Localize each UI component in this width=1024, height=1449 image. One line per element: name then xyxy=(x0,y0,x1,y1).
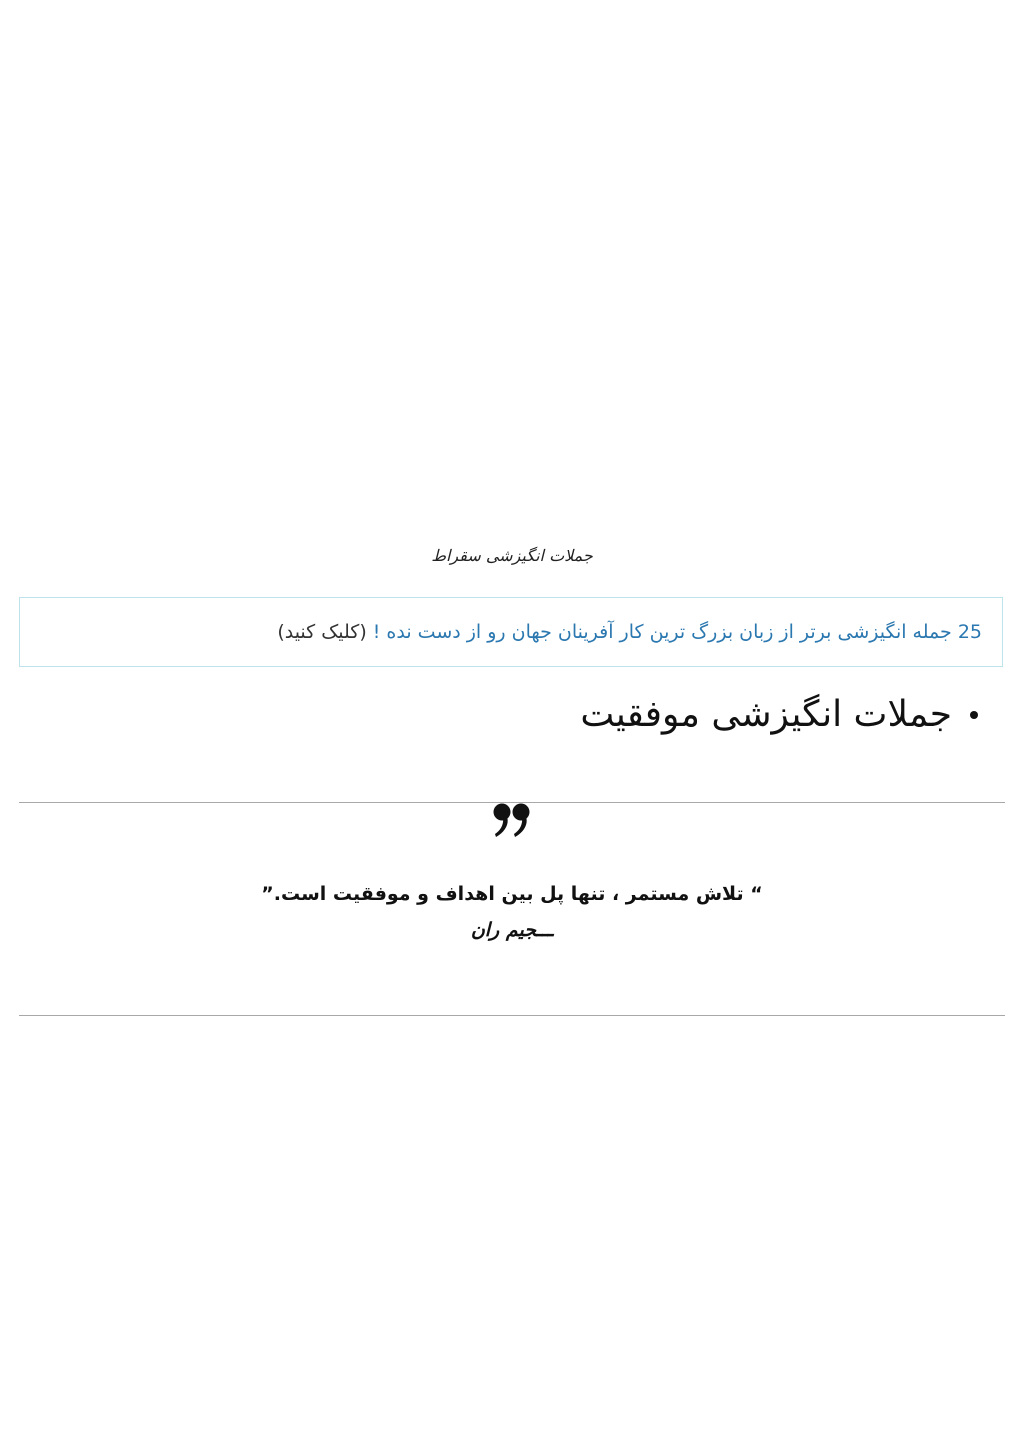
related-post-box xyxy=(19,597,1003,667)
related-post-hint: (کلیک کنید) xyxy=(277,621,367,643)
bullet-icon xyxy=(970,711,978,719)
related-post-link[interactable]: 25 جمله انگیزشی برتر از زبان بزرگ ترین کار آفرینان جهان رو از دست نده ! xyxy=(372,621,982,643)
quote-icon xyxy=(493,803,531,839)
section-heading xyxy=(580,694,978,735)
section-heading-text: جملات انگیزشی موفقیت xyxy=(580,694,952,735)
quote-author: ـــجیم ران xyxy=(470,919,554,941)
quote-text: “ تلاش مستمر ، تنها پل بین اهداف و موفقیت است.” xyxy=(261,883,763,905)
quote-block xyxy=(19,802,1005,1016)
image-caption: جملات انگیزشی سقراط xyxy=(431,546,593,565)
image-placeholder xyxy=(0,0,1024,530)
